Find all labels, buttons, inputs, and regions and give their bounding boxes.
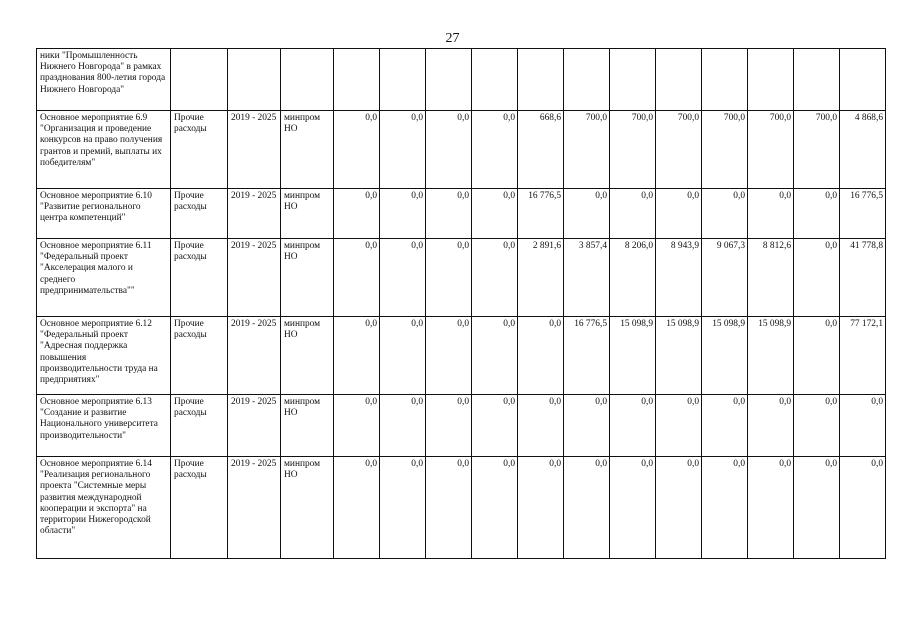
value-cell: 4 868,6 <box>840 111 886 189</box>
value-cell: 0,0 <box>380 189 426 239</box>
value-cell: 0,0 <box>794 395 840 457</box>
value-cell: 0,0 <box>334 395 380 457</box>
value-cell: 15 098,9 <box>702 317 748 395</box>
value-cell: 0,0 <box>426 239 472 317</box>
value-cell: 0,0 <box>380 111 426 189</box>
expense-type-cell: Прочие расходы <box>171 317 228 395</box>
value-cell <box>702 49 748 111</box>
budget-table <box>36 48 886 559</box>
value-cell: 0,0 <box>472 317 518 395</box>
value-cell: 0,0 <box>564 395 610 457</box>
value-cell: 0,0 <box>334 457 380 559</box>
table-row <box>37 239 886 317</box>
value-cell: 0,0 <box>426 395 472 457</box>
value-cell: 0,0 <box>656 457 702 559</box>
executor-cell: минпром НО <box>281 317 334 395</box>
value-cell: 0,0 <box>610 395 656 457</box>
period-cell: 2019 - 2025 <box>228 457 281 559</box>
value-cell: 0,0 <box>380 457 426 559</box>
value-cell: 0,0 <box>794 457 840 559</box>
value-cell: 77 172,1 <box>840 317 886 395</box>
value-cell: 0,0 <box>426 111 472 189</box>
value-cell: 0,0 <box>518 457 564 559</box>
page-number: 27 <box>445 31 460 46</box>
value-cell: 0,0 <box>472 111 518 189</box>
activity-name-cell: Основное мероприятие 6.11 "Федеральный проект "Акселерация малого и среднего предпринимательства"" <box>37 239 171 317</box>
table-row <box>37 189 886 239</box>
value-cell: 8 943,9 <box>656 239 702 317</box>
value-cell: 0,0 <box>518 317 564 395</box>
expense-type-cell: Прочие расходы <box>171 111 228 189</box>
value-cell: 668,6 <box>518 111 564 189</box>
value-cell: 0,0 <box>656 395 702 457</box>
activity-name-cell: Основное мероприятие 6.14 "Реализация регионального проекта "Системные меры развития международной кооперации и экспорта" на территории Нижегородской области" <box>37 457 171 559</box>
value-cell: 0,0 <box>564 189 610 239</box>
value-cell: 700,0 <box>610 111 656 189</box>
period-cell: 2019 - 2025 <box>228 111 281 189</box>
value-cell: 0,0 <box>748 395 794 457</box>
value-cell: 0,0 <box>748 189 794 239</box>
value-cell: 0,0 <box>334 317 380 395</box>
table-row <box>37 395 886 457</box>
expense-type-cell <box>171 49 228 111</box>
value-cell: 0,0 <box>380 317 426 395</box>
value-cell: 0,0 <box>656 189 702 239</box>
value-cell <box>748 49 794 111</box>
value-cell: 0,0 <box>426 457 472 559</box>
executor-cell <box>281 49 334 111</box>
value-cell: 700,0 <box>702 111 748 189</box>
executor-cell: минпром НО <box>281 457 334 559</box>
value-cell: 0,0 <box>610 189 656 239</box>
table-row <box>37 111 886 189</box>
value-cell: 0,0 <box>794 317 840 395</box>
value-cell: 0,0 <box>518 395 564 457</box>
value-cell: 15 098,9 <box>656 317 702 395</box>
period-cell <box>228 49 281 111</box>
value-cell <box>564 49 610 111</box>
value-cell <box>840 49 886 111</box>
value-cell: 3 857,4 <box>564 239 610 317</box>
value-cell: 700,0 <box>748 111 794 189</box>
value-cell <box>334 49 380 111</box>
value-cell: 0,0 <box>472 239 518 317</box>
value-cell: 15 098,9 <box>610 317 656 395</box>
value-cell: 15 098,9 <box>748 317 794 395</box>
value-cell: 16 776,5 <box>518 189 564 239</box>
executor-cell: минпром НО <box>281 239 334 317</box>
period-cell: 2019 - 2025 <box>228 317 281 395</box>
activity-name-cell: Основное мероприятие 6.9 "Организация и проведение конкурсов на право получения грантов и премий, выплаты их победителям" <box>37 111 171 189</box>
value-cell: 0,0 <box>702 457 748 559</box>
expense-type-cell: Прочие расходы <box>171 395 228 457</box>
value-cell: 700,0 <box>564 111 610 189</box>
value-cell: 16 776,5 <box>564 317 610 395</box>
value-cell: 0,0 <box>426 317 472 395</box>
activity-name-cell: ники "Промышленность Нижнего Новгорода" в рамках празднования 800-летия города Нижнего Новгорода" <box>37 49 171 111</box>
value-cell <box>656 49 702 111</box>
value-cell: 8 206,0 <box>610 239 656 317</box>
value-cell: 0,0 <box>702 189 748 239</box>
value-cell: 0,0 <box>840 395 886 457</box>
activity-name-cell: Основное мероприятие 6.12 "Федеральный проект "Адресная поддержка повышения производительности труда на предприятиях" <box>37 317 171 395</box>
executor-cell: минпром НО <box>281 395 334 457</box>
value-cell: 0,0 <box>380 395 426 457</box>
value-cell <box>610 49 656 111</box>
value-cell: 0,0 <box>794 239 840 317</box>
value-cell: 700,0 <box>656 111 702 189</box>
value-cell: 0,0 <box>334 189 380 239</box>
period-cell: 2019 - 2025 <box>228 239 281 317</box>
value-cell <box>794 49 840 111</box>
activity-name-cell: Основное мероприятие 6.13 "Создание и развитие Национального университета производительности" <box>37 395 171 457</box>
value-cell: 700,0 <box>794 111 840 189</box>
value-cell: 0,0 <box>334 239 380 317</box>
expense-type-cell: Прочие расходы <box>171 189 228 239</box>
value-cell: 2 891,6 <box>518 239 564 317</box>
value-cell: 8 812,6 <box>748 239 794 317</box>
value-cell: 0,0 <box>702 395 748 457</box>
value-cell <box>426 49 472 111</box>
value-cell: 0,0 <box>840 457 886 559</box>
table-row <box>37 317 886 395</box>
value-cell: 0,0 <box>472 457 518 559</box>
value-cell: 0,0 <box>426 189 472 239</box>
value-cell: 0,0 <box>610 457 656 559</box>
value-cell: 0,0 <box>794 189 840 239</box>
value-cell: 0,0 <box>472 189 518 239</box>
value-cell: 0,0 <box>380 239 426 317</box>
expense-type-cell: Прочие расходы <box>171 239 228 317</box>
activity-name-cell: Основное мероприятие 6.10 "Развитие регионального центра компетенций" <box>37 189 171 239</box>
table-row <box>37 49 886 111</box>
value-cell: 0,0 <box>472 395 518 457</box>
value-cell: 0,0 <box>334 111 380 189</box>
expense-type-cell: Прочие расходы <box>171 457 228 559</box>
period-cell: 2019 - 2025 <box>228 395 281 457</box>
value-cell: 9 067,3 <box>702 239 748 317</box>
value-cell: 0,0 <box>748 457 794 559</box>
value-cell <box>380 49 426 111</box>
executor-cell: минпром НО <box>281 111 334 189</box>
table-row <box>37 457 886 559</box>
value-cell: 0,0 <box>564 457 610 559</box>
value-cell: 16 776,5 <box>840 189 886 239</box>
value-cell <box>518 49 564 111</box>
period-cell: 2019 - 2025 <box>228 189 281 239</box>
value-cell: 41 778,8 <box>840 239 886 317</box>
executor-cell: минпром НО <box>281 189 334 239</box>
value-cell <box>472 49 518 111</box>
